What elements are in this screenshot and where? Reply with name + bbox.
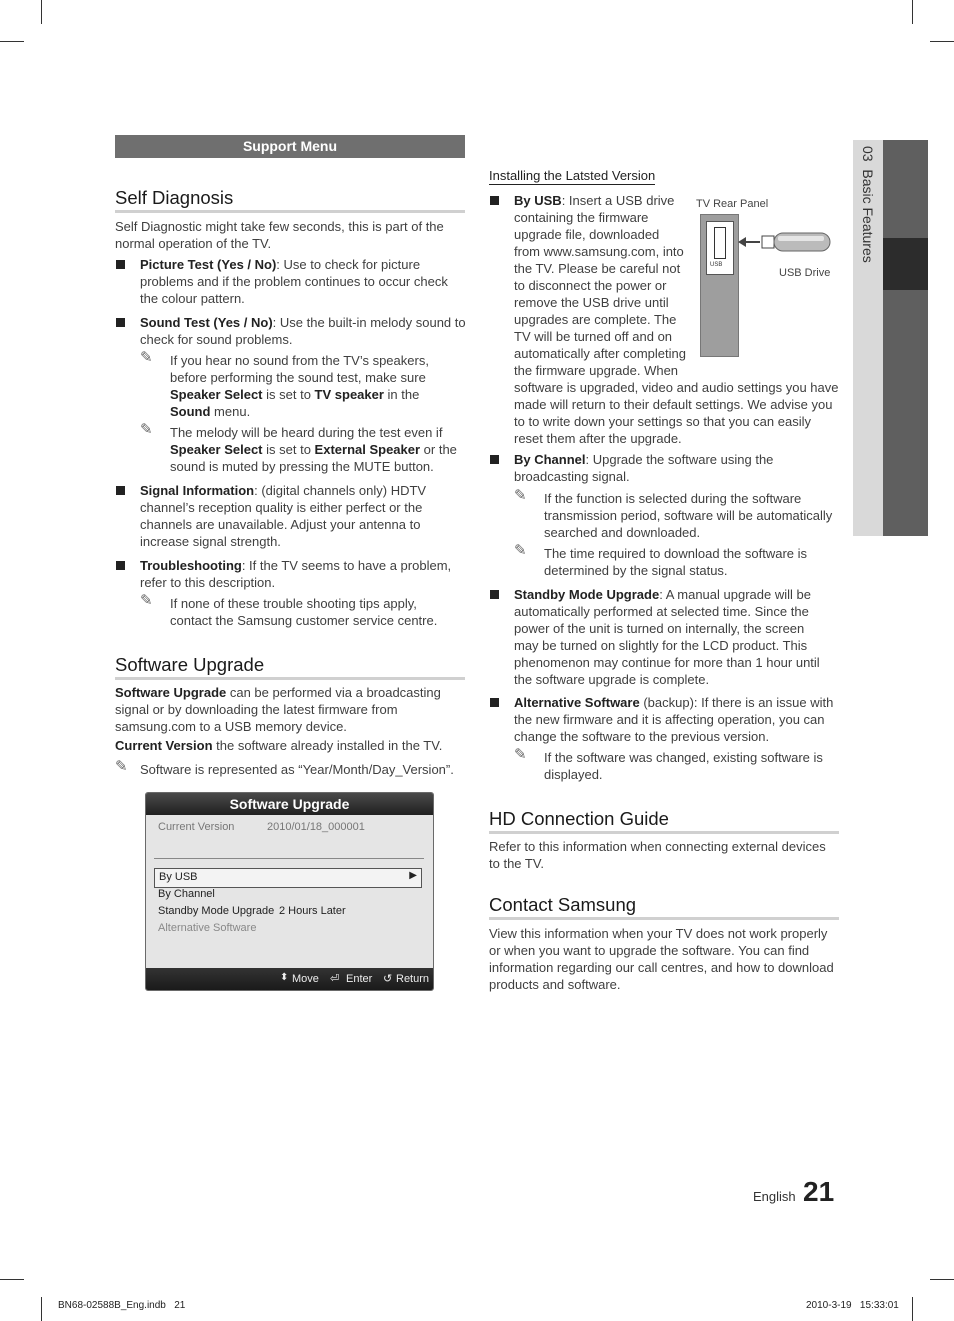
osd-item-standby-mode[interactable]: Standby Mode Upgrade	[158, 905, 275, 917]
side-tab-dark	[883, 290, 928, 536]
osd-divider	[154, 858, 424, 859]
crop-mark	[912, 0, 913, 24]
installing-heading: Installing the Latsted Version	[489, 168, 656, 183]
osd-return-label: Return	[396, 973, 430, 985]
chapter-number: 03	[860, 146, 876, 162]
crop-mark	[41, 1297, 42, 1321]
side-tab-dark	[883, 140, 928, 238]
crop-mark	[912, 1297, 913, 1321]
contact-samsung-heading: Contact Samsung	[489, 894, 839, 920]
hd-connection-text: Refer to this information when connecting external devices to the TV.	[489, 839, 826, 871]
by-channel-note-1: If the function is selected during the software transmission period, software will be automatically searched and downloaded.	[544, 491, 833, 540]
square-bullet-icon	[116, 260, 125, 269]
tv-rear-panel-label: TV Rear Panel	[696, 198, 769, 210]
side-tab-active	[883, 238, 928, 290]
crop-mark	[0, 41, 24, 42]
pencil-note-icon: ✎	[140, 349, 153, 366]
square-bullet-icon	[490, 698, 499, 707]
software-upgrade-heading: Software Upgrade	[115, 654, 465, 680]
version-format-note: Software is represented as “Year/Month/Day_Version”.	[140, 762, 454, 777]
osd-item-alternative-software[interactable]: Alternative Software	[158, 922, 257, 934]
osd-item-by-channel[interactable]: By Channel	[158, 888, 215, 900]
footer-filename: BN68-02588B_Eng.indb 21	[58, 1300, 186, 1311]
osd-footer	[146, 968, 433, 990]
square-bullet-icon	[490, 196, 499, 205]
square-bullet-icon	[490, 455, 499, 464]
alternative-software-item: Alternative Software (backup): If there is an issue with the new firmware and it is affecting operation, you can change the software to the previous version.	[514, 695, 834, 744]
by-usb-item: By USB: Insert a USB drive containing the firmware upgrade file, downloaded from www.samsung.com, into the TV. Please be careful not to disconnect the power or remove the USB drive until upgrades are complete. The TV will be turned off and on automatically after completing the firmware upgrade. When software is upgraded, video and audio settings you have made will return to their default settings. We advise you to to write down your settings so that you can easily reset them after the upgrade.	[514, 193, 839, 446]
troubleshooting-note: If none of these trouble shooting tips apply, contact the Samsung customer service centre.	[170, 596, 438, 628]
return-icon: ↺	[383, 973, 393, 985]
contact-samsung-text: View this information when your TV does not work properly or when you want to upgrade the software. You can find information regarding our call centres, and how to download products and software.	[489, 926, 834, 992]
move-icon: ⬍	[280, 972, 289, 983]
chapter-label: Basic Features	[860, 169, 876, 263]
by-channel-note-2: The time required to download the software is determined by the signal status.	[544, 546, 808, 578]
page-number: 21	[803, 1176, 835, 1207]
crop-mark	[930, 41, 954, 42]
osd-move-label: Move	[292, 973, 319, 985]
osd-enter-label: Enter	[346, 973, 373, 985]
signal-info-item: Signal Information: (digital channels only) HDTV channel’s reception quality is either perfect or the channels are unavailable. Adjust your antenna to increase signal strength.	[140, 483, 427, 549]
usb-port-label: USB	[710, 262, 723, 268]
pencil-note-icon: ✎	[140, 421, 153, 438]
side-tab-text	[858, 146, 876, 296]
crop-mark	[0, 1279, 24, 1280]
footer-language: English	[753, 1189, 796, 1204]
sound-test-item: Sound Test (Yes / No): Use the built-in melody sound to check for sound problems.	[140, 315, 466, 347]
arrow-right-icon: ▶	[409, 870, 417, 881]
osd-standby-value: 2 Hours Later	[279, 905, 346, 917]
pencil-note-icon: ✎	[514, 542, 527, 559]
self-diagnosis-intro: Self Diagnostic might take few seconds, this is part of the normal operation of the TV.	[115, 219, 444, 251]
osd-current-version-label: Current Version	[158, 821, 235, 833]
pencil-note-icon: ✎	[514, 487, 527, 504]
osd-current-version-value: 2010/01/18_000001	[267, 821, 365, 833]
software-upgrade-osd	[145, 792, 434, 991]
troubleshooting-item: Troubleshooting: If the TV seems to have a problem, refer to this description.	[140, 558, 452, 590]
alternative-software-note: If the software was changed, existing software is displayed.	[544, 750, 823, 782]
by-channel-item: By Channel: Upgrade the software using the broadcasting signal.	[514, 452, 774, 484]
hd-connection-heading: HD Connection Guide	[489, 808, 839, 834]
crop-mark	[930, 1279, 954, 1280]
osd-item-by-usb[interactable]: By USB ▶	[154, 868, 422, 888]
picture-test-item: Picture Test (Yes / No): Use to check for picture problems and if the problem continues to occur check the colour pattern.	[140, 257, 448, 306]
footer-timestamp: 2010-3-19 15:33:01	[806, 1300, 899, 1311]
pencil-note-icon: ✎	[514, 746, 527, 763]
sound-note-2: The melody will be heard during the test even if Speaker Select is set to External Speaker or the sound is muted by pressing the MUTE button.	[170, 425, 457, 474]
enter-icon: ⏎	[330, 973, 340, 985]
crop-mark	[41, 0, 42, 24]
software-upgrade-desc: Software Upgrade can be performed via a broadcasting signal or by downloading the latest firmware from samsung.com to a USB memory device.	[115, 685, 441, 734]
standby-mode-item: Standby Mode Upgrade: A manual upgrade will be automatically performed at selected time. Since the power of the unit is turned on internally, the screen may be turned on slightly for the LCD product. This phenomenon may continue for more than 1 hour until the software upgrade is complete.	[514, 587, 820, 687]
current-version-desc: Current Version the software already installed in the TV.	[115, 738, 443, 753]
square-bullet-icon	[490, 590, 499, 599]
usb-drive-label: USB Drive	[779, 267, 831, 279]
self-diagnosis-heading: Self Diagnosis	[115, 187, 465, 213]
square-bullet-icon	[116, 318, 125, 327]
sound-note-1: If you hear no sound from the TV’s speakers, before performing the sound test, make sure Speaker Select is set to TV speaker in the Sound menu.	[170, 353, 429, 419]
square-bullet-icon	[116, 561, 125, 570]
square-bullet-icon	[116, 486, 125, 495]
support-menu-bar: Support Menu	[115, 135, 465, 158]
osd-title: Software Upgrade	[146, 793, 433, 815]
pencil-note-icon: ✎	[115, 758, 128, 775]
pencil-note-icon: ✎	[140, 592, 153, 609]
